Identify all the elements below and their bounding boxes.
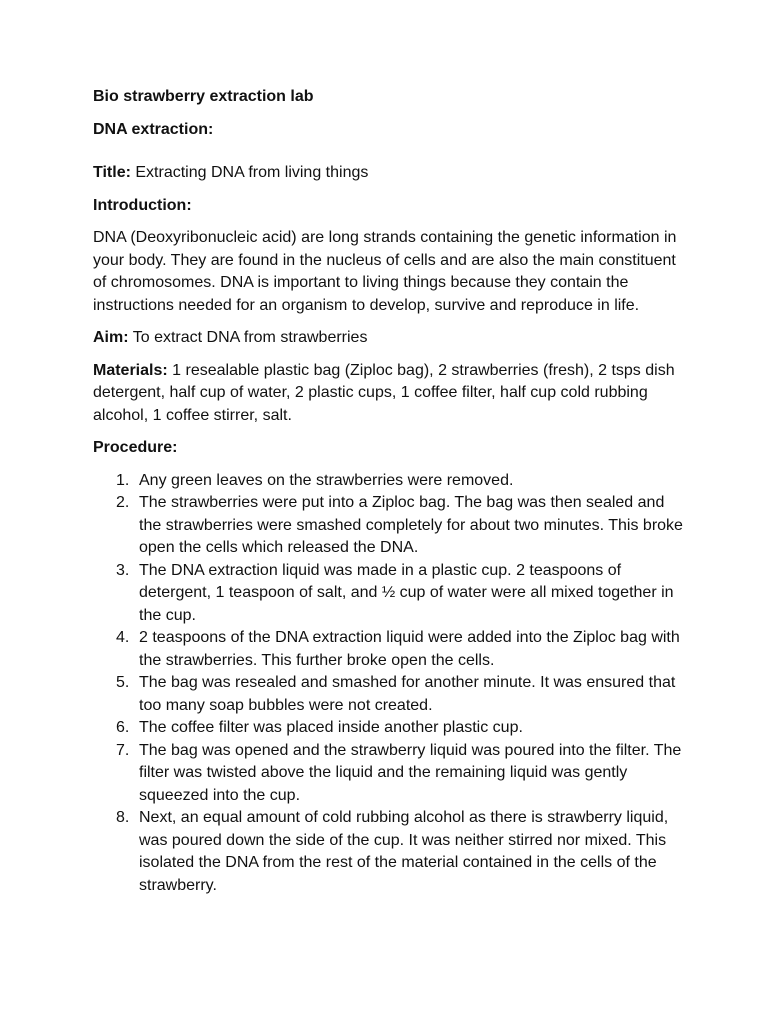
- step-number: 6.: [116, 719, 130, 736]
- title-label: Title:: [93, 164, 131, 181]
- procedure-step: [93, 627, 683, 672]
- step-number: 2.: [116, 494, 130, 511]
- procedure-step: [93, 492, 683, 560]
- title-line: [93, 162, 683, 185]
- step-number: 3.: [116, 561, 130, 579]
- materials-label: Materials:: [93, 361, 168, 379]
- step-text: Next, an equal amount of cold rubbing alcohol as there is strawberry liquid, was poured down the side of the cup. It was neither stirred nor mixed. This isolated the DNA from the rest of the material contained in the cells of the strawberry.: [139, 809, 669, 894]
- procedure-step: [93, 672, 683, 717]
- document-title: Bio strawberry extraction lab: [93, 88, 314, 105]
- procedure-step: [93, 807, 683, 897]
- step-text: Any green leaves on the strawberries were removed.: [139, 471, 514, 489]
- step-number: 1.: [116, 471, 130, 489]
- document-body: [93, 86, 683, 897]
- step-text: The coffee filter was placed inside another plastic cup.: [139, 719, 523, 736]
- procedure-list: [93, 470, 683, 898]
- aim-label: Aim:: [93, 329, 129, 346]
- aim-text: To extract DNA from strawberries: [128, 329, 368, 346]
- step-number: 4.: [116, 629, 130, 646]
- step-text: The DNA extraction liquid was made in a plastic cup. 2 teaspoons of detergent, 1 teaspoon of salt, and ½ cup of water were all mixed together in the cup.: [139, 561, 674, 624]
- step-text: The bag was resealed and smashed for another minute. It was ensured that too many soap bubbles were not created.: [139, 674, 676, 714]
- materials-line: [93, 360, 683, 428]
- document-subtitle: DNA extraction:: [93, 120, 214, 138]
- procedure-heading: Procedure:: [93, 439, 178, 456]
- step-number: 8.: [116, 809, 130, 826]
- introduction-heading: Introduction:: [93, 196, 192, 214]
- introduction-text: DNA (Deoxyribonucleic acid) are long strands containing the genetic information in your body. They are found in the nucleus of cells and are also the main constituent of chromosomes. DNA is important to living things because they contain the instructions needed for an organism to develop, survive and reproduce in life.: [93, 229, 677, 314]
- procedure-step: [93, 740, 683, 808]
- step-text: The bag was opened and the strawberry liquid was poured into the filter. The filter was twisted above the liquid and the remaining liquid was gently squeezed into the cup.: [139, 741, 682, 804]
- step-number: 7.: [116, 741, 130, 759]
- procedure-step: [93, 717, 683, 740]
- step-text: 2 teaspoons of the DNA extraction liquid were added into the Ziploc bag with the strawberries. This further broke open the cells.: [139, 629, 680, 669]
- title-text: Extracting DNA from living things: [130, 164, 369, 181]
- step-number: 5.: [116, 674, 130, 691]
- materials-text: 1 resealable plastic bag (Ziploc bag), 2 strawberries (fresh), 2 tsps dish detergent, half cup of water, 2 plastic cups, 1 coffee filter, half cup cold rubbing alcohol, 1 coffee stirrer, salt.: [93, 361, 675, 424]
- procedure-step: [93, 470, 683, 493]
- procedure-step: [93, 560, 683, 628]
- step-text: The strawberries were put into a Ziploc bag. The bag was then sealed and the strawberries were smashed completely for about two minutes. This broke open the cells which released the DNA.: [139, 494, 683, 556]
- aim-line: [93, 327, 683, 350]
